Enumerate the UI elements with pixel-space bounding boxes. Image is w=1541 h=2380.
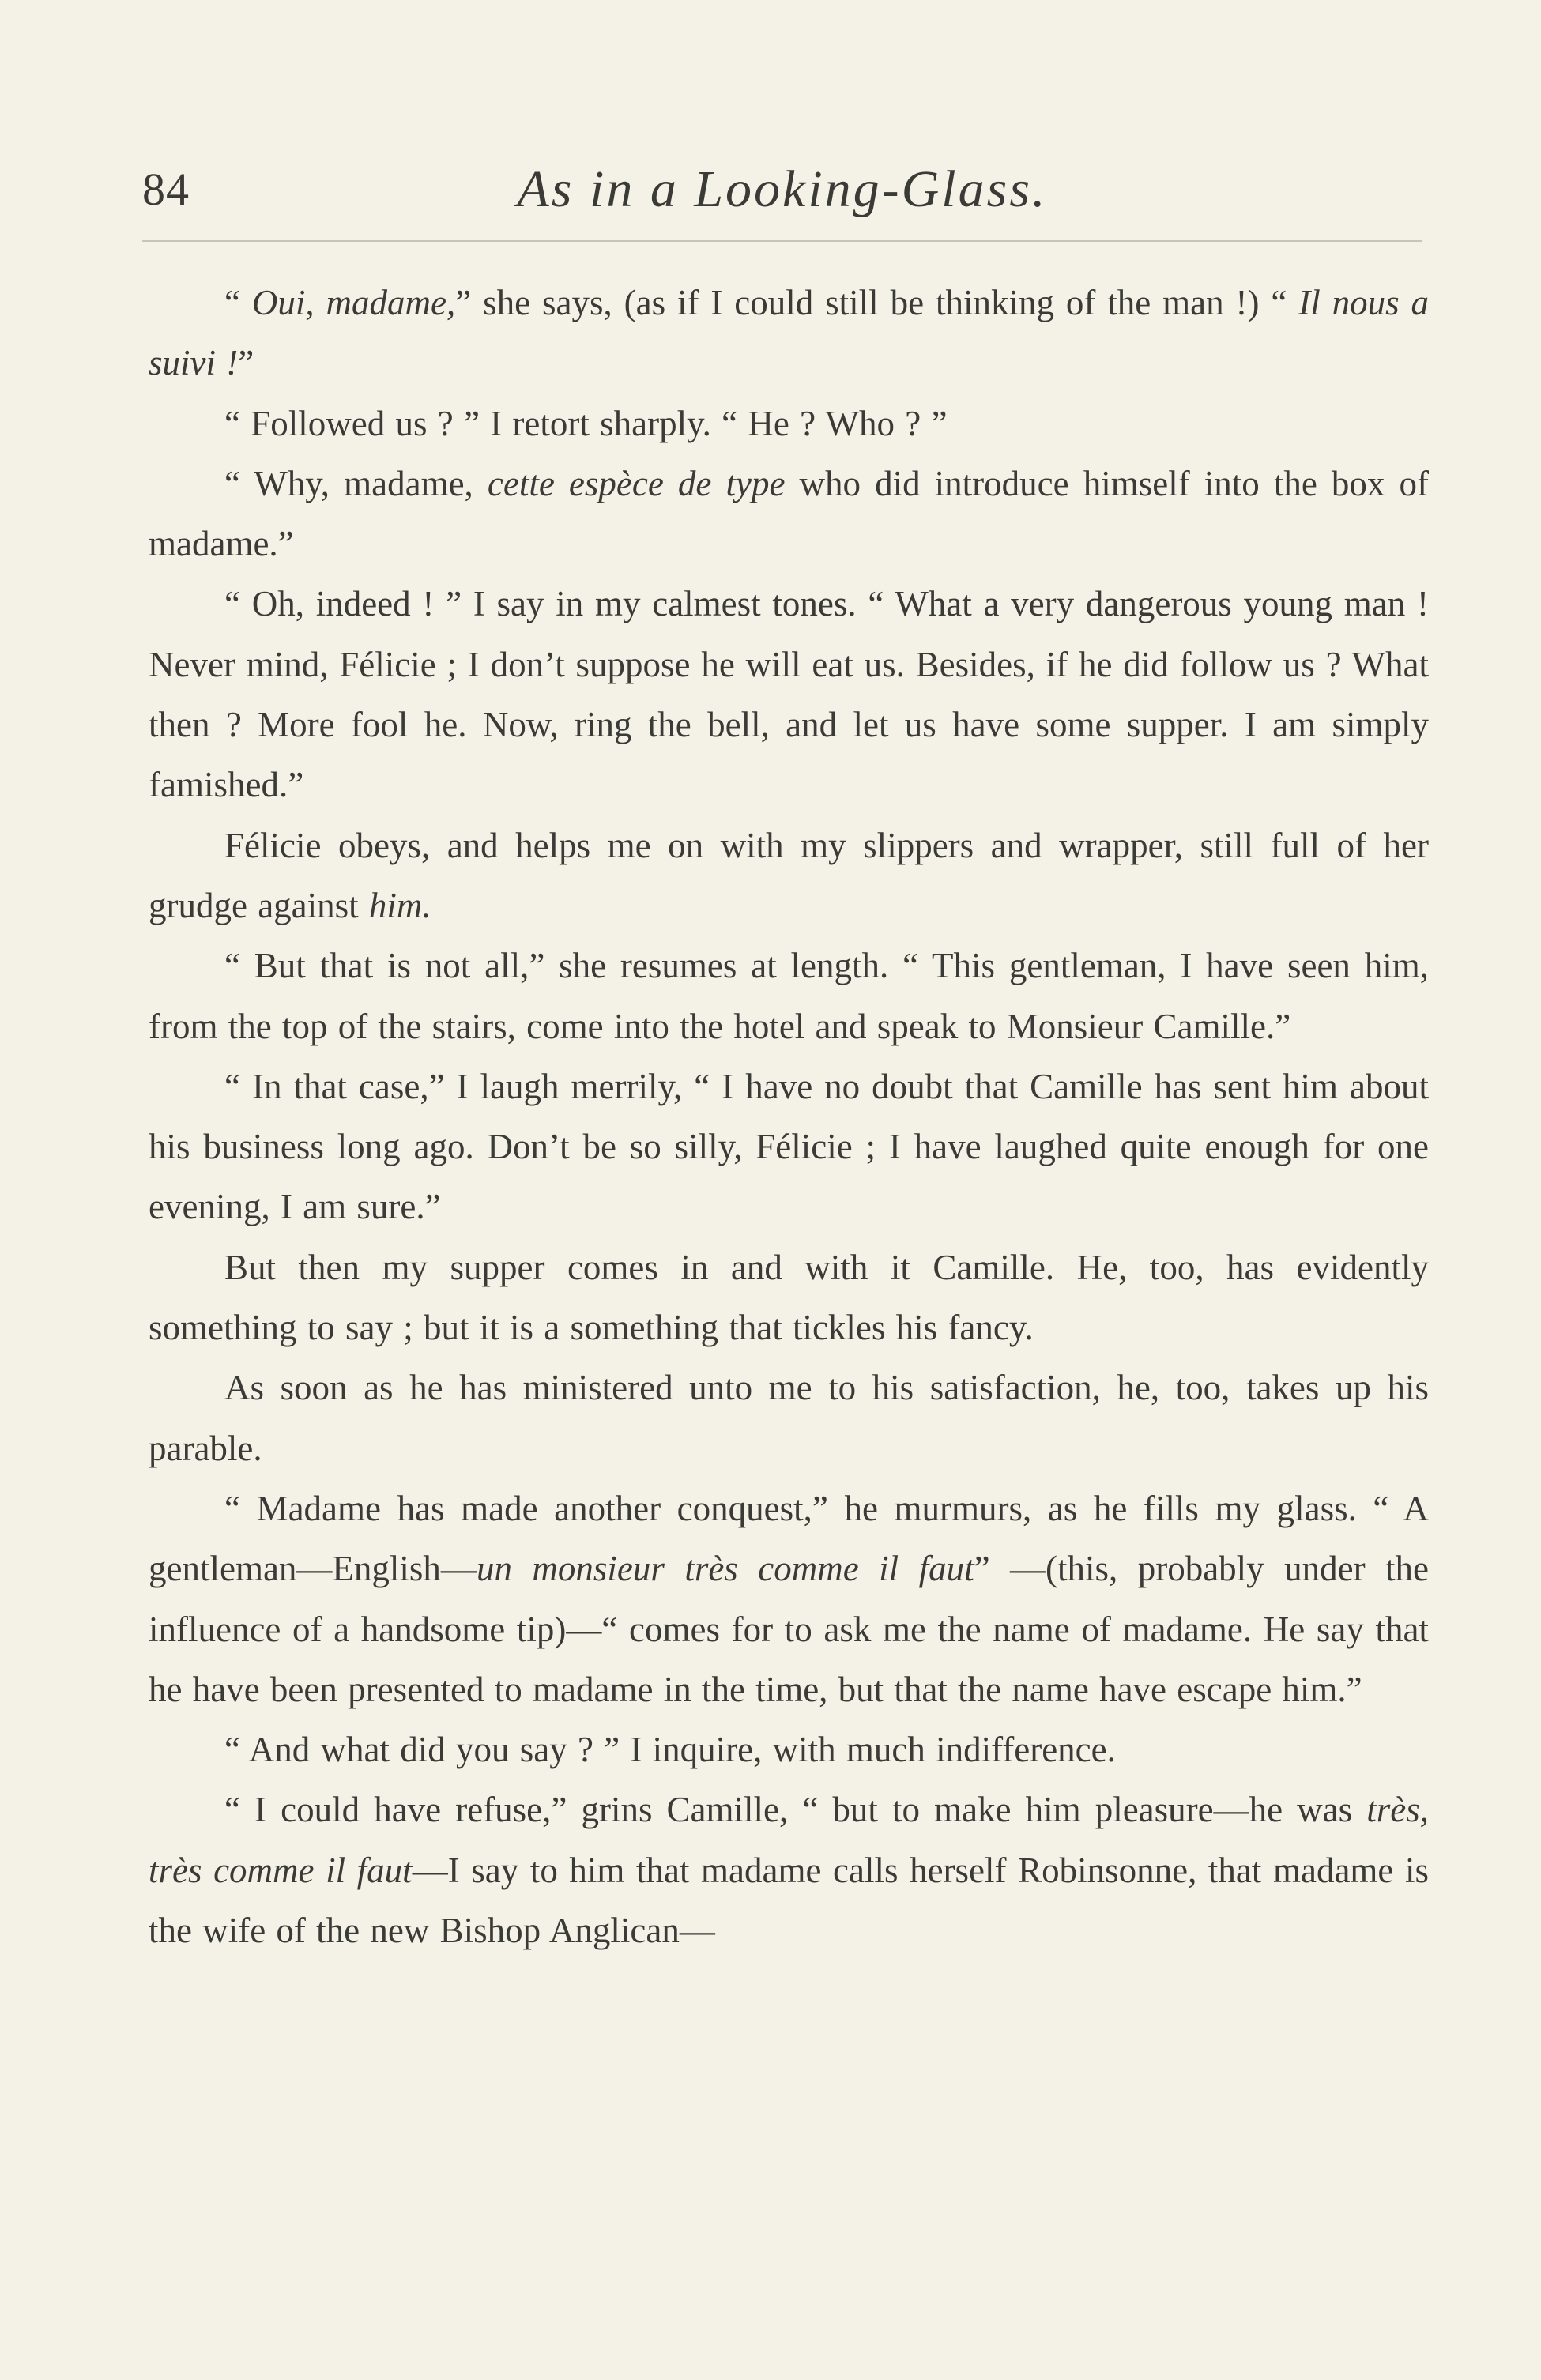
paragraph bbox=[149, 815, 1429, 936]
text-run: —I say to him that madame calls herself Robinsonne, that madame is the wife of the new Bishop Anglican— bbox=[149, 1850, 1429, 1951]
paragraph bbox=[149, 1719, 1429, 1779]
text-run: Félicie obeys, and helps me on with my slippers and wrapper, still full of her grudge against bbox=[149, 825, 1429, 925]
italic-text: très, très comme il faut bbox=[149, 1790, 1429, 1890]
running-title: As in a Looking-Glass. bbox=[517, 160, 1048, 218]
text-run: “ Why, madame, bbox=[224, 463, 488, 503]
text-run: ” bbox=[238, 343, 254, 383]
paragraph bbox=[149, 1056, 1429, 1237]
italic-text: Il nous a suivi ! bbox=[149, 283, 1430, 383]
paragraph bbox=[149, 1478, 1429, 1719]
paragraph bbox=[149, 273, 1429, 394]
text-run: ” she says, (as if I could still be thinking of the man !) “ bbox=[455, 283, 1299, 322]
text-run: “ In that case,” I laugh merrily, “ I have no doubt that Camille has sent him about his business long ago. Don’t be so silly, Félicie ; I have laughed quite enough for one evening, I am sure.” bbox=[149, 1066, 1429, 1227]
paragraph bbox=[149, 936, 1429, 1056]
text-run: “ And what did you say ? ” I inquire, with much indifference. bbox=[224, 1730, 1116, 1770]
italic-text: cette espèce de type bbox=[487, 463, 786, 503]
page-number: 84 bbox=[142, 164, 190, 215]
paragraph bbox=[149, 1358, 1429, 1478]
paragraph bbox=[149, 394, 1429, 454]
text-run: who did introduce himself into the box of madame.” bbox=[149, 463, 1429, 564]
paragraph bbox=[149, 574, 1429, 815]
text-run: “ bbox=[224, 283, 252, 322]
text-run: “ I could have refuse,” grins Camille, “ but to make him pleasure—he was bbox=[224, 1790, 1367, 1830]
text-run: “ Followed us ? ” I retort sharply. “ He ? Who ? ” bbox=[224, 403, 948, 443]
text-run: ” —(this, probably under the influence of a handsome tip)—“ comes for to ask me the name of madame. He say that he have been presented to madame in the time, but that the name have escape him.” bbox=[149, 1549, 1430, 1709]
text-run: “ Oh, indeed ! ” I say in my calmest tones. “ What a very dangerous young man ! Never mind, Félicie ; I don’t suppose he will eat us. Besides, if he did follow us ? What then ? More fool he. Now, ring the bell, and let us have some supper. I am simply famished.” bbox=[149, 584, 1429, 805]
paragraph bbox=[149, 1779, 1429, 1960]
running-head bbox=[142, 146, 1422, 233]
text-run: “ Madame has made another conquest,” he murmurs, as he fills my glass. “ A gentleman—English— bbox=[149, 1488, 1429, 1589]
body-text bbox=[149, 273, 1429, 1960]
text-run: But then my supper comes in and with it Camille. He, too, has evidently something to say ; but it is a something that tickles his fancy. bbox=[149, 1247, 1429, 1348]
paragraph bbox=[149, 1237, 1429, 1358]
text-run: “ But that is not all,” she resumes at length. “ This gentleman, I have seen him, from the top of the stairs, come into the hotel and speak to Monsieur Camille.” bbox=[149, 946, 1429, 1046]
italic-text: un monsieur très comme il faut bbox=[476, 1549, 974, 1589]
italic-text: him. bbox=[368, 885, 431, 925]
paragraph bbox=[149, 454, 1429, 574]
header-rule bbox=[142, 240, 1422, 242]
italic-text: Oui, madame, bbox=[251, 283, 456, 322]
text-run: As soon as he has ministered unto me to his satisfaction, he, too, takes up his parable. bbox=[149, 1368, 1429, 1468]
